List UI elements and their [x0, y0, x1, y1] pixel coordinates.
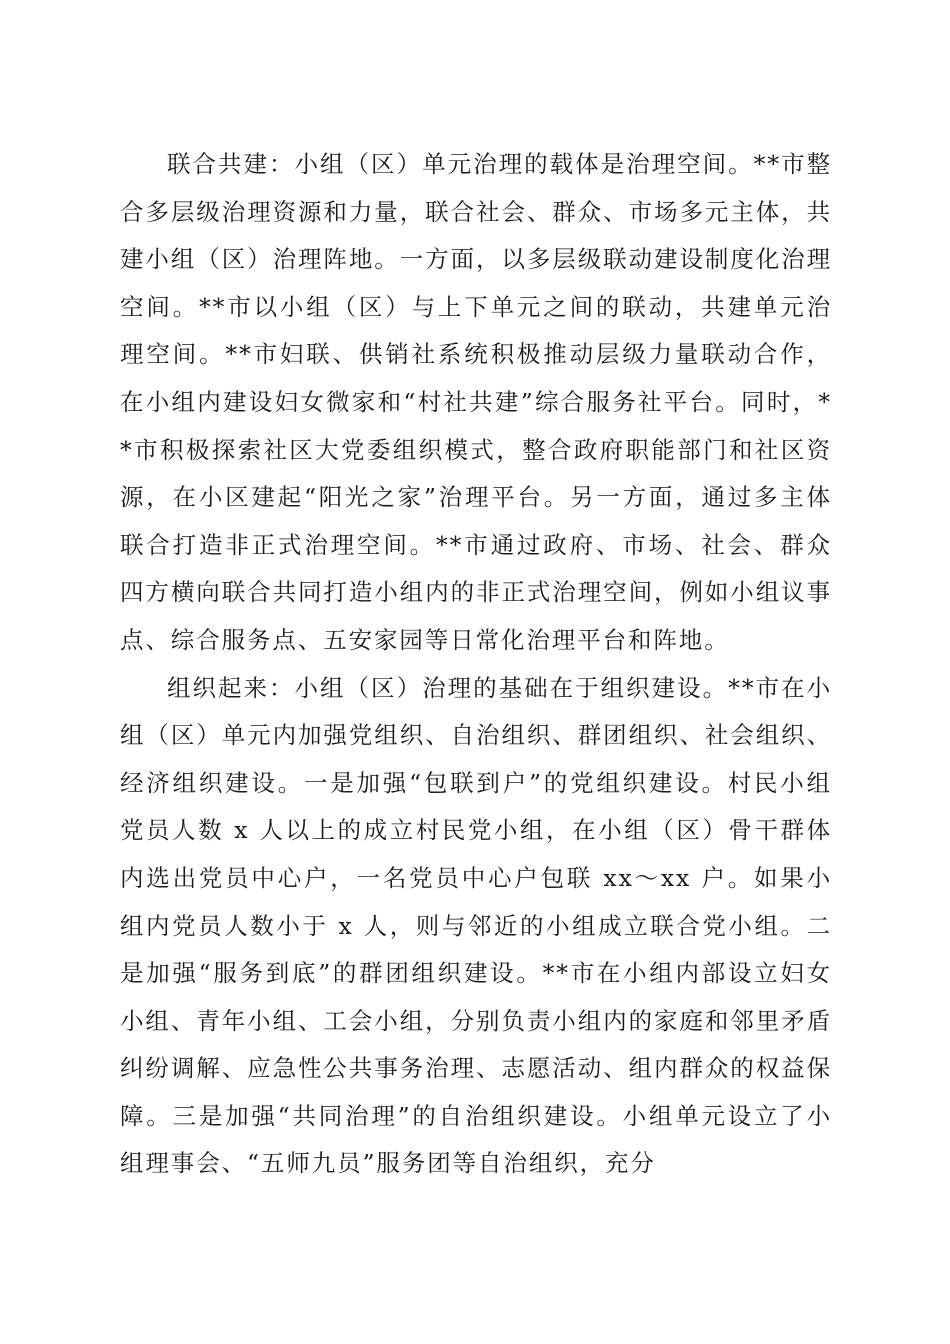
paragraph-joint-construction: 联合共建：小组（区）单元治理的载体是治理空间。**市整合多层级治理资源和力量，联合社会、群众、市场多元主体，共建小组（区）治理阵地。一方面，以多层级联动建设制度化治理空间。**市以小组（区）与上下单元之间的联动，共建单元治理空间。**市妇联、供销社系统积极推动层级力量联动合作，在小组内建设妇女微家和“村社共建”综合服务社平台。同时，**市积极探索社区大党委组织模式，整合政府职能部门和社区资源，在小区建起“阳光之家”治理平台。另一方面，通过多主体联合打造非正式治理空间。**市通过政府、市场、社会、群众四方横向联合共同打造小组内的非正式治理空间，例如小组议事点、综合服务点、五安家园等日常化治理平台和阵地。: [120, 150, 832, 654]
paragraph-organize: 组织起来：小组（区）治理的基础在于组织建设。**市在小组（区）单元内加强党组织、自治组织、群团组织、社会组织、经济组织建设。一是加强“包联到户”的党组织建设。村民小组党员人数 x 人以上的成立村民党小组，在小组（区）骨干群体内选出党员中心户，一名党员中心户包联 xx～xx 户。如果小组内党员人数小于 x 人，则与邻近的小组成立联合党小组。二是加强“服务到底”的群团组织建设。**市在小组内部设立妇女小组、青年小组、工会小组，分别负责小组内的家庭和邻里矛盾纠纷调解、应急性公共事务治理、志愿活动、组内群众的权益保障。三是加强“共同治理”的自治组织建设。小组单元设立了小组理事会、“五师九员”服务团等自治组织，充分: [120, 673, 832, 1178]
document-page: [120, 141, 832, 1188]
